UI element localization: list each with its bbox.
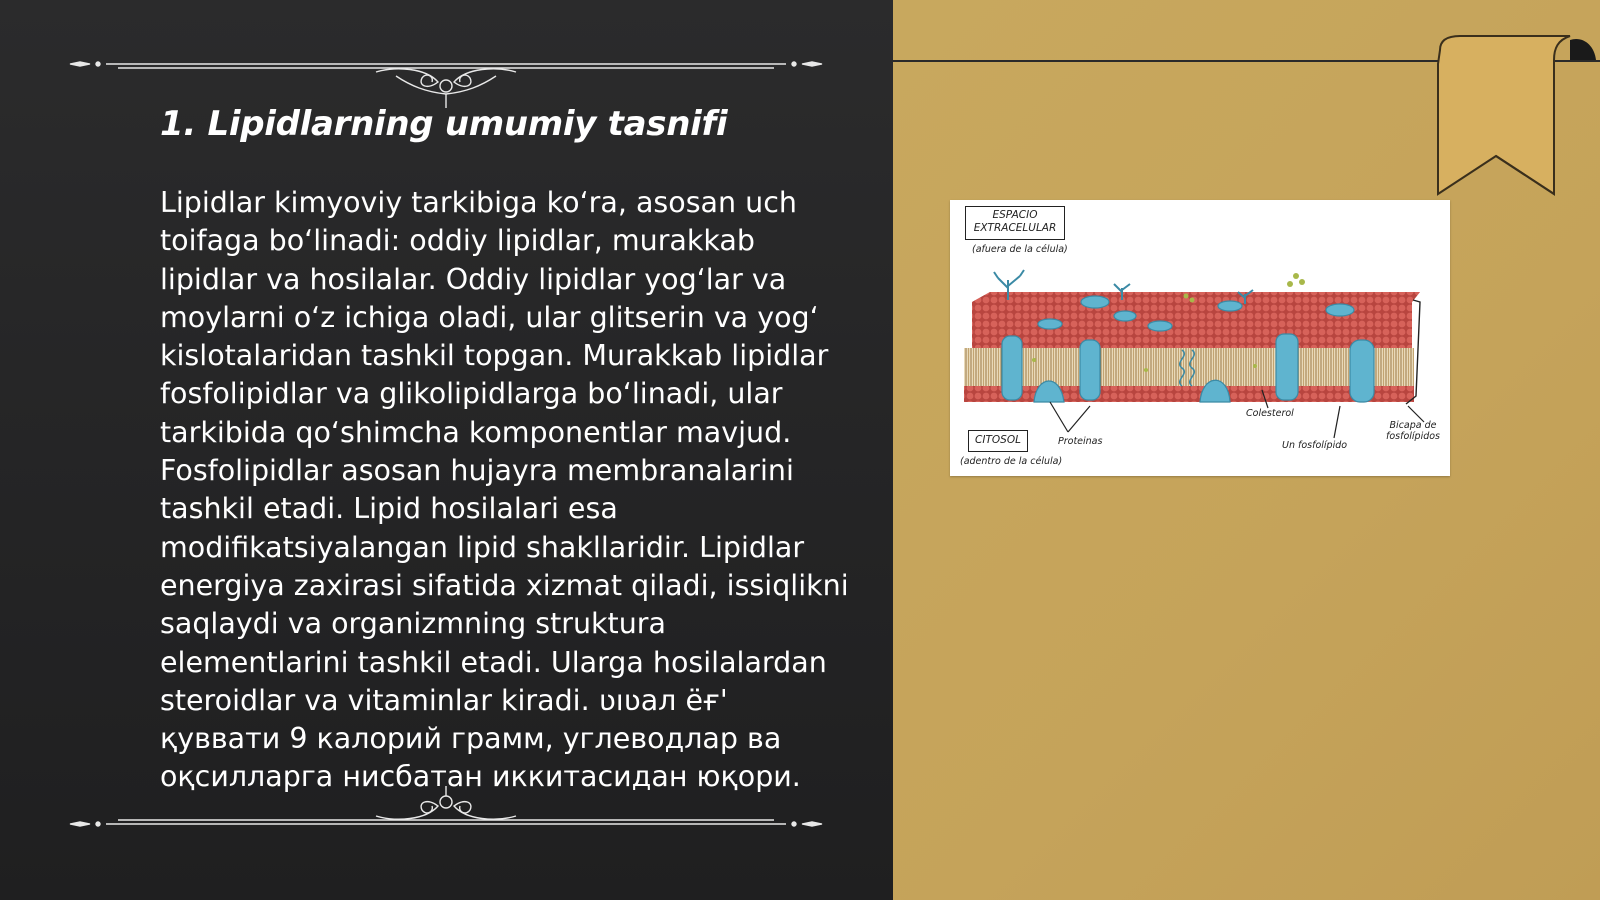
slide-title: 1. Lipidlarning umumiy tasnifi (160, 104, 728, 144)
slide-body-text: Lipidlar kimyoviy tarkibiga koʻra, asosan uch toifaga boʻlinadi: oddiy lipidlar, murakkab lipidlar va hosilalar. Oddiy lipidlar yogʻlar va moylarni oʻz ichiga oladi, ular glitserin va yogʻ kislotalaridan tashkil topgan. Murakkab lipidlar fosfolipidlar va glikolipidlarga boʻlinadi, ular tarkibida qoʻshimcha komponentlar mavjud. Fosfolipidlar asosan hujayra membranalarini tashkil etadi. Lipid hosilalari esa modifikatsiyalangan lipid shakllaridir. Lipidlar energiya zaxirasi sifatida xizmat qiladi, issiqlikni saqlaydi va organizmning struktura elementlarini tashkil etadi. Ularga hosilalardan steroidlar va vitaminlar kiradi. ʋıʋал ёғ' қуввати 9 калорий грамм, углеводлар ва оқсилларга нисбатан иккитасидан юқори. (160, 186, 849, 794)
proteins-label: Proteinas (1058, 436, 1103, 447)
bilayer-label: Bicapa de fosfolípidos (1386, 420, 1441, 442)
bookmark-ribbon-icon (1430, 34, 1600, 202)
extracellular-label-box: ESPACIO EXTRACELULAR (965, 206, 1065, 240)
cell-membrane-diagram (950, 200, 1450, 476)
extracellular-sublabel: (afuera de la célula) (972, 244, 1068, 255)
cytosol-label-box: CITOSOL (968, 430, 1028, 452)
ornament-divider-top (66, 52, 826, 112)
cholesterol-label: Colesterol (1246, 408, 1294, 419)
cytosol-sublabel: (adentro de la célula) (960, 456, 1063, 467)
phospholipid-label: Un fosfolípido (1282, 440, 1348, 451)
